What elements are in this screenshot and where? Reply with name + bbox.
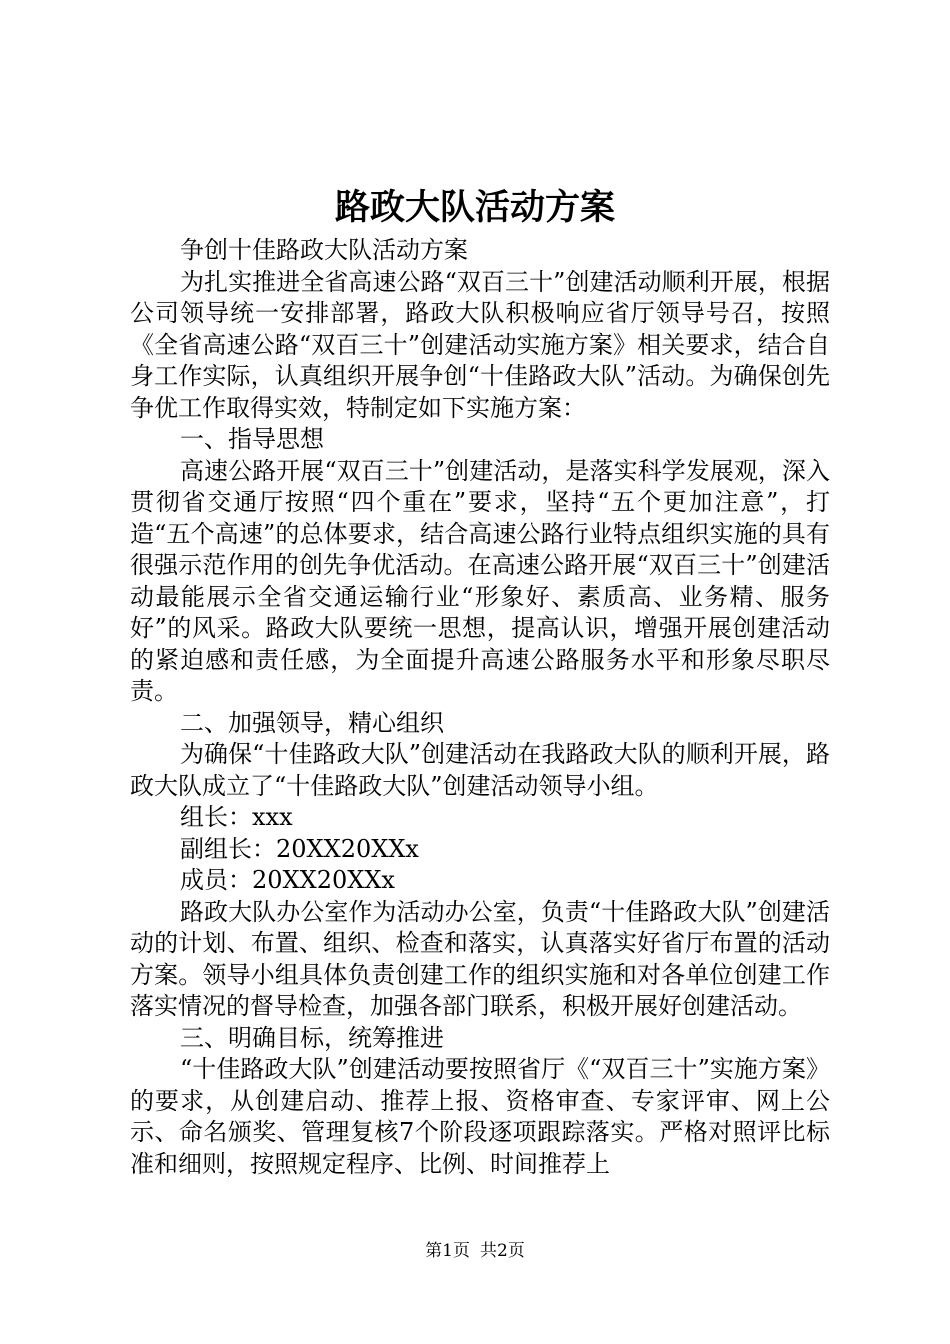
- section-heading-1: 一、指导思想: [180, 425, 324, 453]
- section-3-paragraph: “十佳路政大队”创建活动要按照省厅《“双百三十”实施方案》的要求，从创建启动、推荐上报、资格审查、专家评审、网上公示、命名颁奖、管理复核7个阶段逐项跟踪落实。严格对照评比标准和细则，按照规定程序、比例、时间推荐上: [130, 1055, 830, 1178]
- document-title: 路政大队活动方案: [334, 187, 615, 228]
- document-body: [130, 235, 830, 1180]
- members-line: 成员：20XX20XXx: [180, 866, 395, 894]
- office-paragraph: 路政大队办公室作为活动办公室，负责“十佳路政大队”创建活动的计划、布置、组织、检查和落实，认真落实好省厅布置的活动方案。领导小组具体负责创建工作的组织实施和对各单位创建工作落实情况的督导检查，加强各部门联系，积极开展好创建活动。: [130, 897, 830, 1020]
- section-heading-3: 三、明确目标，统筹推进: [180, 1023, 444, 1052]
- document-subtitle: 争创十佳路政大队活动方案: [180, 236, 468, 264]
- page-number-current: 第1页: [425, 1241, 470, 1261]
- intro-paragraph: 为扎实推进全省高速公路“双百三十”创建活动顺利开展，根据公司领导统一安排部署，路政大队积极响应省厅领导号召，按照《全省高速公路“双百三十”创建活动实施方案》相关要求，结合自身工作实际，认真组织开展争创“十佳路政大队”活动。为确保创先争优工作取得实效，特制定如下实施方案：: [130, 267, 830, 422]
- section-heading-2: 二、加强领导，精心组织: [180, 708, 444, 737]
- deputy-leader-line: 副组长：20XX20XXx: [180, 834, 419, 863]
- group-leader-line: 组长：xxx: [180, 803, 293, 831]
- page-number-total: 共2页: [480, 1241, 525, 1261]
- section-1-paragraph: 高速公路开展“双百三十”创建活动，是落实科学发展观，深入贯彻省交通厅按照“四个重在”要求，坚持“五个更加注意”，打造“五个高速”的总体要求，结合高速公路行业特点组织实施的具有很强示范作用的创先争优活动。在高速公路开展“双百三十”创建活动最能展示全省交通运输行业“形象好、素质高、业务精、服务好”的风采。路政大队要统一思想，提高认识，增强开展创建活动的紧迫感和责任感，为全面提升高速公路服务水平和形象尽职尽责。: [130, 456, 830, 705]
- section-2-paragraph: 为确保“十佳路政大队”创建活动在我路政大队的顺利开展，路政大队成立了“十佳路政大队”创建活动领导小组。: [130, 740, 830, 800]
- page-footer: [0, 1240, 950, 1262]
